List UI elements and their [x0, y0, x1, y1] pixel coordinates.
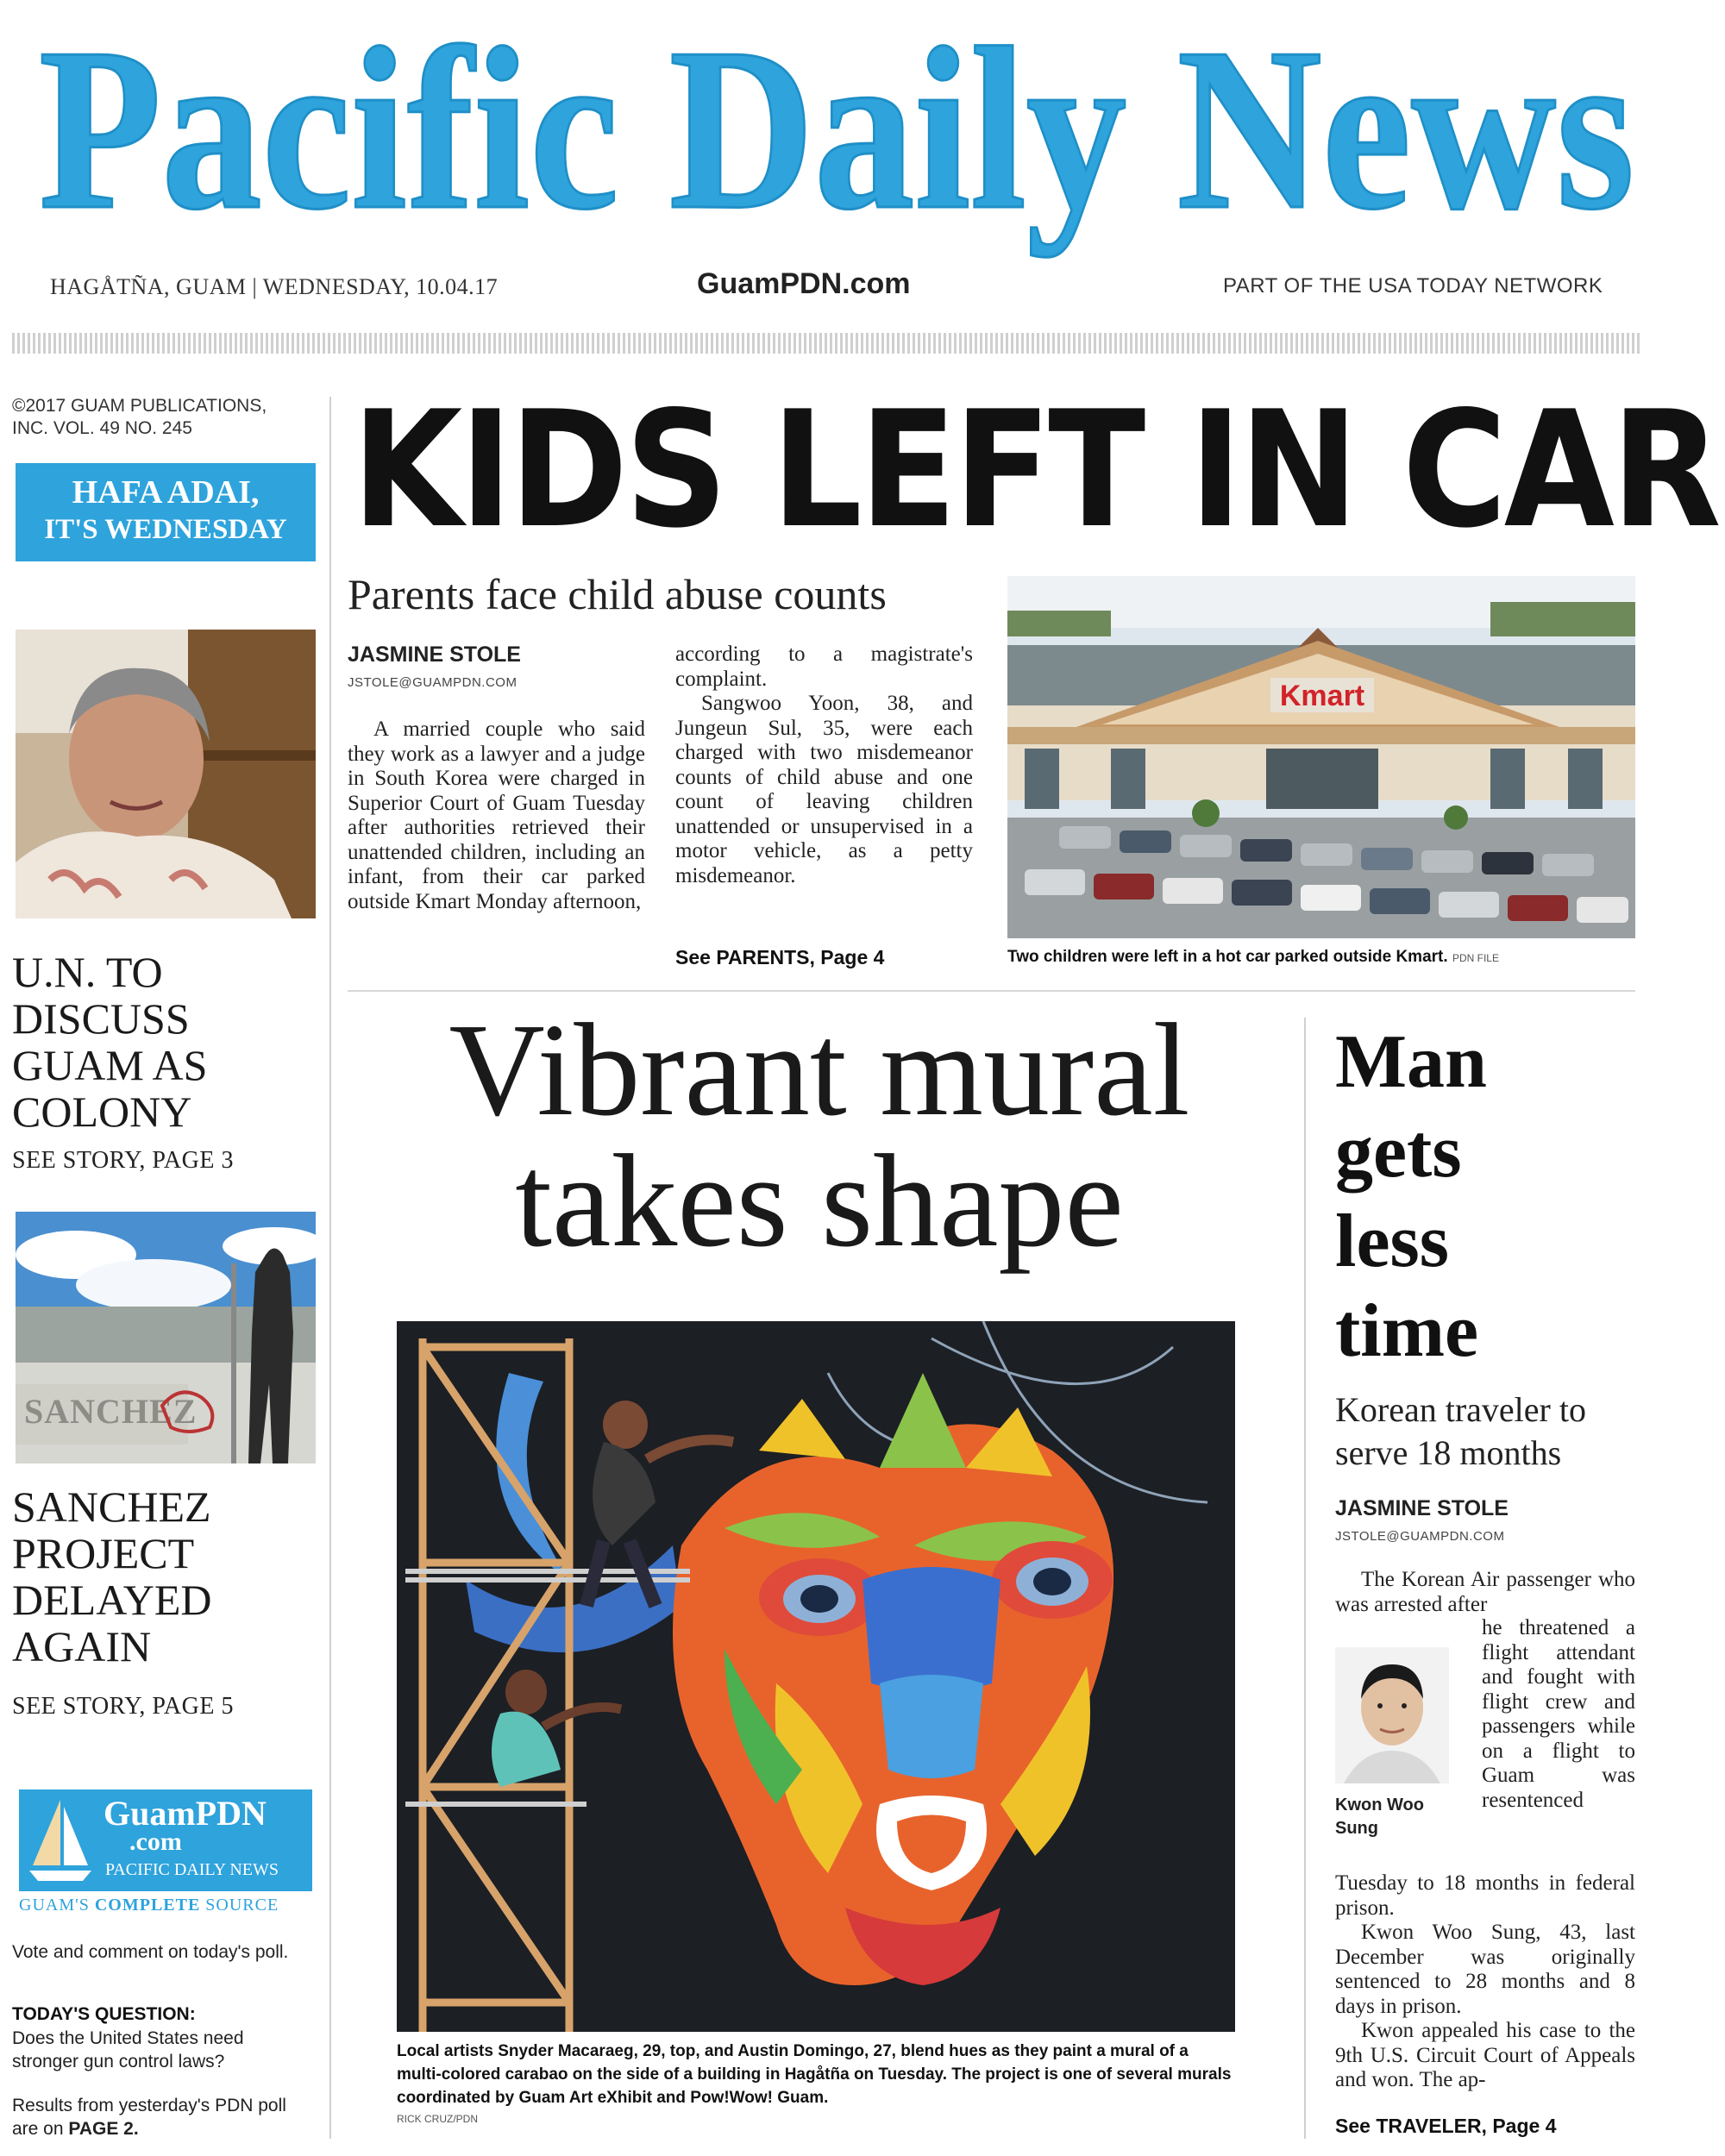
kmart-sign: Kmart	[1279, 680, 1365, 712]
mugshot-photo[interactable]	[1335, 1647, 1449, 1783]
copyright-notice: ©2017 GUAM PUBLICATIONS, INC. VOL. 49 NO. 245	[12, 396, 267, 438]
promo2-headline-line: SANCHEZ	[12, 1482, 211, 1531]
side-headline-line: gets	[1335, 1110, 1462, 1194]
column-divider	[1304, 1018, 1306, 2139]
mural-headline-line: Vibrant mural	[448, 997, 1190, 1144]
greeting-badge	[16, 463, 316, 561]
promo1-headline-line: DISCUSS	[12, 994, 190, 1043]
network-tag: PART OF THE USA TODAY NETWORK	[1223, 274, 1603, 298]
side-byline-email[interactable]: JSTOLE@GUAMPDN.COM	[1335, 1529, 1505, 1544]
mugshot-name: Kwon Woo Sung	[1335, 1796, 1424, 1838]
mural-headline[interactable]	[345, 997, 1294, 1275]
section-rule	[348, 990, 1635, 992]
side-subhead-line: serve 18 months	[1335, 1433, 1562, 1472]
promo1-headline-line: COLONY	[12, 1087, 192, 1136]
side-headline-line: less	[1335, 1200, 1449, 1283]
lead-paragraph: Sangwoo Yoon, 38, and Jungeun Sul, 35, were each charged with two misdemeanor counts of child abuse and one count of leaving children unattended or unsupervised in a motor vehicle, as a petty misdemeanor.	[675, 692, 973, 887]
promo1-headline-line: GUAM AS	[12, 1041, 208, 1089]
tagline-part: GUAM'S	[19, 1896, 95, 1915]
promo2-page-ref[interactable]: SEE STORY, PAGE 5	[12, 1693, 234, 1720]
mural-headline-line: takes shape	[515, 1128, 1124, 1275]
mural-photo-credit: RICK CRUZ/PDN	[397, 2113, 479, 2125]
side-byline: JASMINE STOLE	[1335, 1496, 1509, 1520]
lead-column-2	[675, 642, 973, 888]
greeting-line-1: HAFA ADAI,	[72, 474, 260, 511]
lead-caption-text: Two children were left in a hot car parked outside Kmart.	[1007, 948, 1448, 966]
promo1-headline[interactable]	[12, 949, 323, 1135]
mural-photo[interactable]	[397, 1321, 1235, 2032]
sailboat-icon	[26, 1795, 95, 1886]
poll-logo-line3: PACIFIC DAILY NEWS	[105, 1860, 279, 1879]
promo2-headline-line: PROJECT	[12, 1529, 195, 1577]
lead-column-1	[348, 718, 645, 914]
poll-logo-tagline	[19, 1896, 279, 1915]
poll-results-text: Results from yesterday's PDN poll are on	[12, 2096, 286, 2139]
side-subhead-line: Korean traveler to	[1335, 1390, 1586, 1429]
lead-paragraph: according to a magistrate's complaint.	[675, 642, 973, 691]
side-jump-link[interactable]: See TRAVELER, Page 4	[1335, 2115, 1557, 2137]
promo-photo-statue[interactable]	[16, 1212, 316, 1463]
masthead-title: Pacific Daily News	[39, 0, 1634, 258]
lead-photo-caption	[1007, 945, 1637, 970]
side-paragraph: Kwon appealed his case to the 9th U.S. Circuit Court of Appeals and won. The ap-	[1335, 2019, 1635, 2091]
lead-headline[interactable]: KIDS LEFT IN CAR	[352, 376, 1719, 563]
dateline: HAGÅTÑA, GUAM | WEDNESDAY, 10.04.17	[50, 274, 499, 299]
lead-byline-email[interactable]: JSTOLE@GUAMPDN.COM	[348, 675, 518, 690]
promo2-headline[interactable]	[12, 1483, 323, 1670]
guampdn-poll-logo[interactable]	[19, 1789, 312, 1891]
promo2-photo-sign: SANCHEZ	[24, 1392, 198, 1431]
lead-byline: JASMINE STOLE	[348, 642, 521, 667]
side-headline[interactable]	[1335, 1018, 1487, 1376]
greeting-line-2: IT'S WEDNESDAY	[44, 514, 287, 545]
poll-results[interactable]	[12, 2094, 297, 2140]
side-paragraph: Kwon Woo Sung, 43, last December was originally sentenced to 28 months and 8 days in prison.	[1335, 1921, 1635, 2018]
side-paragraph: The Korean Air passenger who was arrested after	[1335, 1568, 1635, 1616]
poll-results-page: PAGE 2.	[68, 2119, 139, 2139]
mural-caption: Local artists Snyder Macaraeg, 29, top, and Austin Domingo, 27, blend hues as they paint a mural of a multi-colored carabao on the side of a building in Hagåtña on Tuesday. The project is one of several murals coordinated by Guam Art eXhibit and Pow!Wow! Guam.	[397, 2042, 1232, 2107]
lead-photo-credit: PDN FILE	[1452, 952, 1499, 964]
rule-strip	[12, 333, 1642, 354]
side-headline-line: Man	[1335, 1020, 1487, 1104]
side-paragraph: he threatened a flight attendant and fought with flight crew and passengers while on a flight to Guam was resentenced	[1482, 1616, 1635, 1812]
poll-question[interactable]: Does the United States need stronger gun control laws?	[12, 2028, 244, 2071]
promo2-headline-line: AGAIN	[12, 1622, 152, 1670]
side-para-wrap	[1482, 1616, 1635, 1813]
masthead-logo[interactable]	[26, 0, 1647, 267]
poll-question-label: TODAY'S QUESTION:	[12, 2004, 196, 2024]
side-para-top	[1335, 1568, 1635, 1617]
lead-jump-link[interactable]: See PARENTS, Page 4	[675, 946, 885, 968]
side-para-bottom	[1335, 1871, 1635, 2093]
poll-logo-line1: GuamPDN	[104, 1794, 267, 1833]
lead-photo-kmart[interactable]	[1007, 576, 1635, 938]
promo-photo-governor[interactable]	[16, 630, 316, 918]
poll-intro: Vote and comment on today's poll.	[12, 1942, 289, 1962]
lead-paragraph: A married couple who said they work as a lawyer and a judge in South Korea were charged in Superior Court of Guam Tuesday after authorities retrieved their unattended children, including an infant, from their car parked outside Kmart Monday afternoon,	[348, 718, 645, 913]
website-link[interactable]: GuamPDN.com	[697, 267, 911, 300]
side-paragraph: Tuesday to 18 months in federal prison.	[1335, 1871, 1635, 1920]
promo1-headline-line: U.N. TO	[12, 948, 163, 996]
lead-subhead: Parents face child abuse counts	[348, 570, 887, 618]
tagline-part: COMPLETE	[94, 1896, 201, 1915]
side-headline-line: time	[1335, 1289, 1479, 1373]
side-subhead	[1335, 1388, 1586, 1475]
tagline-part: SOURCE	[200, 1896, 279, 1915]
rail-divider	[329, 397, 331, 2139]
promo1-page-ref[interactable]: SEE STORY, PAGE 3	[12, 1147, 234, 1174]
poll-logo-line2: .com	[129, 1827, 182, 1856]
promo2-headline-line: DELAYED	[12, 1576, 212, 1624]
